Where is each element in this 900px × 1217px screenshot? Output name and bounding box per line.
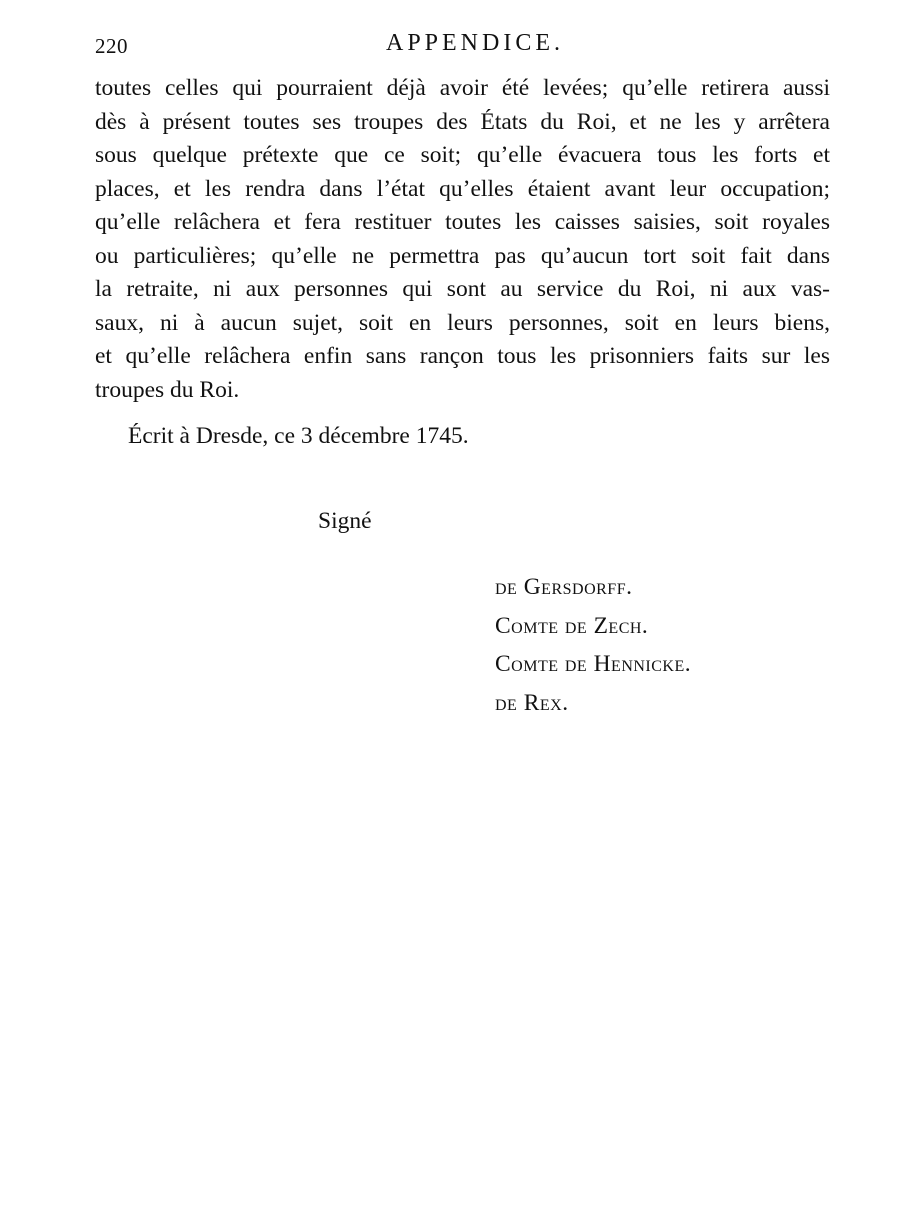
text-line: et qu’elle relâchera enfin sans rançon tous les prisonniers faits sur les: [95, 343, 830, 369]
signed-label: Signé: [318, 508, 372, 534]
text-line: qu’elle relâchera et fera restituer toutes les caisses saisies, soit royales: [95, 209, 830, 235]
signatories-list: [495, 568, 691, 722]
signatory-gersdorff: de Gersdorff.: [495, 574, 633, 600]
running-head: [95, 30, 835, 60]
text-line: dès à présent toutes ses troupes des États du Roi, et ne les y arrêtera: [95, 108, 830, 135]
text-line: toutes celles qui pourraient déjà avoir été levées; qu’elle retirera aussi: [95, 75, 830, 101]
signatory-zech: Comte de Zech.: [495, 612, 649, 639]
text-line: la retraite, ni aux personnes qui sont au service du Roi, ni aux vas-: [95, 276, 830, 302]
text-line: saux, ni à aucun sujet, soit en leurs personnes, soit en leurs biens,: [95, 309, 830, 336]
running-title: APPENDICE.: [385, 30, 564, 56]
body-paragraph: [95, 72, 830, 407]
signatory-hennicke: Comte de Hennicke.: [495, 651, 692, 677]
text-line: ou particulières; qu’elle ne permettra pas qu’aucun tort soit fait dans: [95, 242, 830, 269]
page-number: 220: [95, 34, 128, 58]
text-line: sous quelque prétexte que ce soit; qu’elle évacuera tous les forts et: [95, 142, 830, 168]
text-line: places, et les rendra dans l’état qu’elles étaient avant leur occupation;: [95, 175, 830, 202]
signatory-rex: de Rex.: [495, 689, 569, 716]
dateline: Écrit à Dresde, ce 3 décembre 1745.: [128, 423, 469, 449]
text-line: troupes du Roi.: [95, 376, 240, 403]
